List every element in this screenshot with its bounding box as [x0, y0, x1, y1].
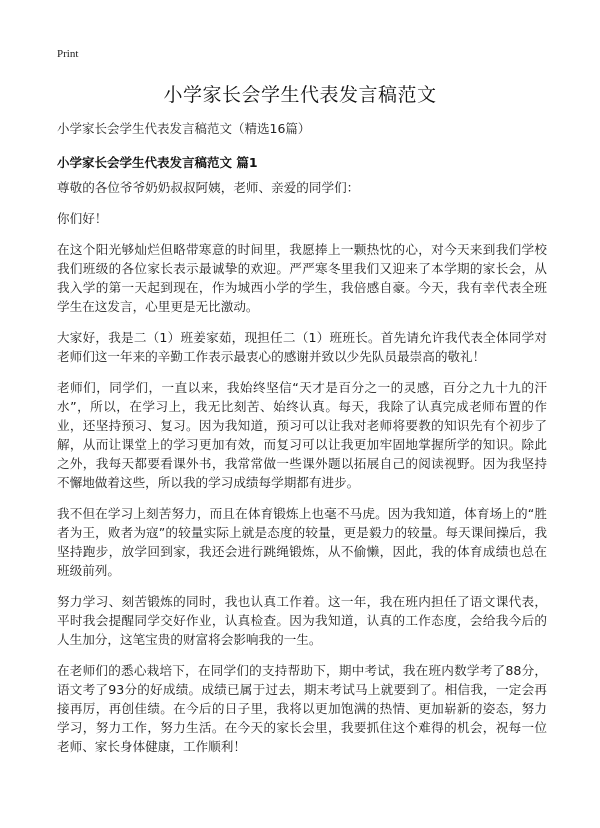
page-title: 小学家长会学生代表发言稿范文 — [163, 84, 437, 106]
paragraph-study: 老师们，同学们，一直以来，我始终坚信“天才是百分之一的灵感，百分之九十九的汗水”，所以，在学习上，我无比刻苦、始终认真。每天，我除了认真完成老师布置的作业，还坚持预习、复习。因为我知道，预习可以让我对老师将要教的知识先有个初步了解，从而让课堂上的学习更加有效，而复习可以让我更加牢固地掌握所学的知识。除此之外，我每天都要看课外书，我常常做一些课外题以拓展自己的阅读视野。因为我坚持不懈地做着这些，所以我的学习成绩每学期都有进步。 — [57, 380, 547, 490]
print-label: Print — [57, 48, 79, 60]
document-subtitle: 小学家长会学生代表发言稿范文（精选16篇） — [57, 121, 311, 136]
article-body — [57, 178, 547, 768]
paragraph-work: 努力学习、刻苦锻炼的同时，我也认真工作着。这一年，我在班内担任了语文课代表，平时我会提醒同学交好作业，认真检查。因为我知道，认真的工作态度，会给我今后的人生加分，这笔宝贵的财富将会影响我的一生。 — [57, 594, 547, 647]
paragraph-introduction: 大家好，我是二（1）班姜家茹，现担任二（1）班班长。首先请允许我代表全体同学对老师们这一年来的辛勤工作表示最衷心的感谢并致以少先队员最崇高的敬礼！ — [57, 330, 547, 364]
paragraph-sports: 我不但在学习上刻苦努力，而且在体育锻炼上也毫不马虎。因为我知道，体育场上的“胜者为王，败者为寇”的较量实际上就是态度的较量，更是毅力的较量。每天课间操后，我坚持跑步，放学回到家，我还会进行跳绳锻炼，从不偷懒，因此，我的体育成绩也总在班级前列。 — [57, 506, 547, 578]
paragraph-salutation: 尊敬的各位爷爷奶奶叔叔阿姨，老师、亲爱的同学们： — [57, 180, 360, 195]
paragraph-welcome: 在这个阳光够灿烂但略带寒意的时间里，我愿捧上一颗热忱的心，对今天来到我们学校我们班级的各位家长表示最诚挚的欢迎。严严寒冬里我们又迎来了本学期的家长会，从我入学的第一天起到现在，作为城西小学的学生，我倍感自豪。今天，我有幸代表全班学生在这发言，心里更是无比激动。 — [57, 242, 547, 314]
paragraph-greeting: 你们好！ — [57, 211, 108, 226]
section-heading: 小学家长会学生代表发言稿范文 篇1 — [57, 155, 258, 170]
paragraph-closing: 在老师们的悉心栽培下，在同学们的支持帮助下，期中考试，我在班内数学考了88分，语文考了93分的好成绩。成绩已属于过去，期末考试马上就要到了。相信我，一定会再接再厉，再创佳绩。在今后的日子里，我将以更加饱满的热情、更加崭新的姿态，努力学习，努力工作，努力生活。在今天的家长会里，我要抓住这个难得的机会，祝每一位老师、家长身体健康，工作顺利！ — [57, 663, 547, 754]
